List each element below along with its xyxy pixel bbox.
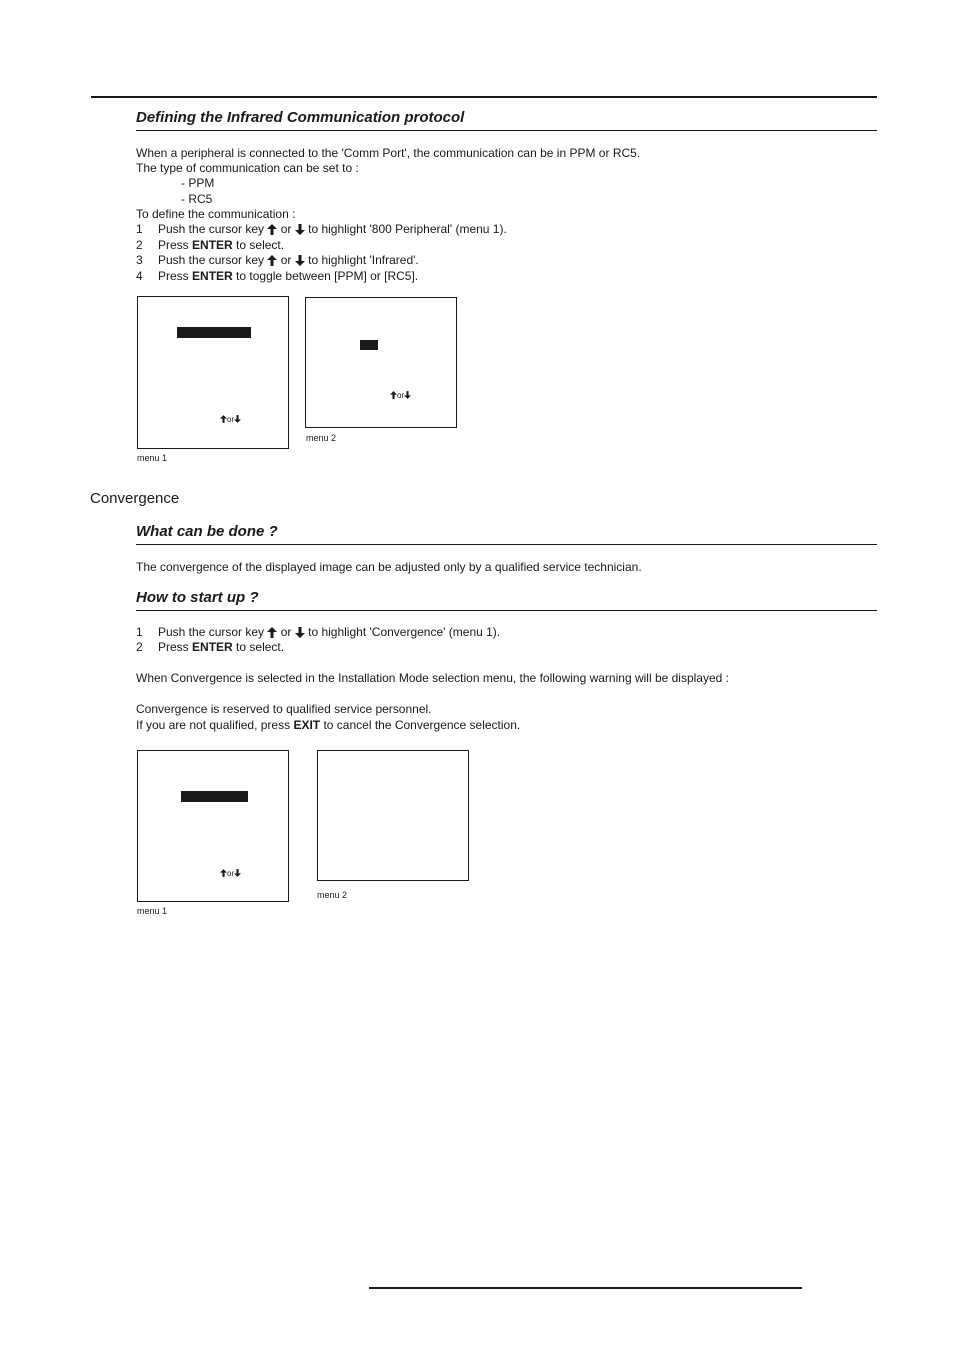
arrow-up-icon [220, 869, 227, 877]
menu-highlight-bar [177, 327, 251, 338]
step-text-end: to select. [236, 640, 285, 654]
arrow-down-icon [295, 255, 305, 266]
conv-step-2 [136, 640, 284, 655]
arrow-down-icon [234, 869, 241, 877]
step-text-end: to highlight 'Infrared'. [308, 253, 419, 267]
warning-text-end: to cancel the Convergence selection. [323, 718, 521, 732]
step-number: 2 [136, 238, 143, 252]
intro-text-2: The type of communication can be set to : [136, 161, 359, 175]
step-text: Press [158, 238, 189, 252]
or-text: or [227, 415, 235, 424]
cursor-key-hint [220, 869, 241, 879]
arrow-up-icon [267, 627, 277, 638]
key-enter: ENTER [192, 640, 233, 654]
cursor-key-hint [390, 391, 411, 401]
section-heading-what: What can be done ? [136, 523, 877, 545]
step-text: Push the cursor key [158, 222, 265, 236]
option-rc5: - RC5 [181, 192, 213, 206]
step-text-end: to select. [236, 238, 285, 252]
or-text: or [280, 625, 292, 639]
or-text: or [280, 222, 292, 236]
conv-menu-2-figure [317, 750, 469, 881]
conv-step-1 [136, 625, 500, 640]
or-text: or [227, 869, 235, 878]
or-text: or [280, 253, 292, 267]
section-heading-how: How to start up ? [136, 589, 877, 611]
warning-intro: When Convergence is selected in the Installation Mode selection menu, the following warning will be displayed : [136, 671, 729, 685]
top-rule [91, 96, 877, 98]
section-heading-infrared: Defining the Infrared Communication protocol [136, 109, 877, 131]
step-text: Push the cursor key [158, 253, 265, 267]
step-number: 3 [136, 253, 143, 267]
convergence-title: Convergence [90, 490, 180, 507]
menu-highlight-bar [181, 791, 248, 802]
step-text: Press [158, 269, 189, 283]
step-text: Push the cursor key [158, 625, 265, 639]
arrow-down-icon [404, 391, 411, 399]
key-enter: ENTER [192, 238, 233, 252]
step-4 [136, 269, 418, 284]
arrow-down-icon [295, 224, 305, 235]
menu-highlight-bar [360, 340, 378, 350]
step-number: 2 [136, 640, 143, 654]
arrow-down-icon [234, 415, 241, 423]
cursor-key-hint [220, 415, 241, 425]
step-text-end: to highlight 'Convergence' (menu 1). [308, 625, 501, 639]
conv-menu-1-caption: menu 1 [137, 906, 168, 916]
key-enter: ENTER [192, 269, 233, 283]
arrow-up-icon [220, 415, 227, 423]
menu-2-caption: menu 2 [306, 433, 337, 443]
conv-menu-1-figure [137, 750, 289, 902]
step-1 [136, 222, 507, 237]
warning-text: If you are not qualified, press [136, 718, 291, 732]
option-ppm: - PPM [181, 176, 215, 190]
step-text: Press [158, 640, 189, 654]
bottom-rule [369, 1287, 802, 1289]
menu-1-caption: menu 1 [137, 453, 168, 463]
warning-line-2 [136, 718, 520, 733]
step-number: 1 [136, 625, 143, 639]
steps-lead: To define the communication : [136, 207, 296, 221]
step-number: 1 [136, 222, 143, 236]
key-exit: EXIT [293, 718, 321, 732]
menu-1-figure [137, 296, 289, 449]
or-text: or [397, 391, 405, 400]
warning-line-1: Convergence is reserved to qualified service personnel. [136, 702, 432, 716]
step-3 [136, 253, 419, 268]
step-number: 4 [136, 269, 143, 283]
arrow-up-icon [267, 255, 277, 266]
intro-text-1: When a peripheral is connected to the 'Comm Port', the communication can be in PPM or RC5. [136, 146, 641, 160]
arrow-down-icon [295, 627, 305, 638]
what-text: The convergence of the displayed image can be adjusted only by a qualified service technician. [136, 560, 642, 574]
arrow-up-icon [267, 224, 277, 235]
conv-menu-2-caption: menu 2 [317, 890, 348, 900]
step-text-end: to toggle between [PPM] or [RC5]. [236, 269, 419, 283]
menu-2-figure [305, 297, 457, 428]
step-2 [136, 238, 284, 253]
arrow-up-icon [390, 391, 397, 399]
step-text-end: to highlight '800 Peripheral' (menu 1). [308, 222, 507, 236]
